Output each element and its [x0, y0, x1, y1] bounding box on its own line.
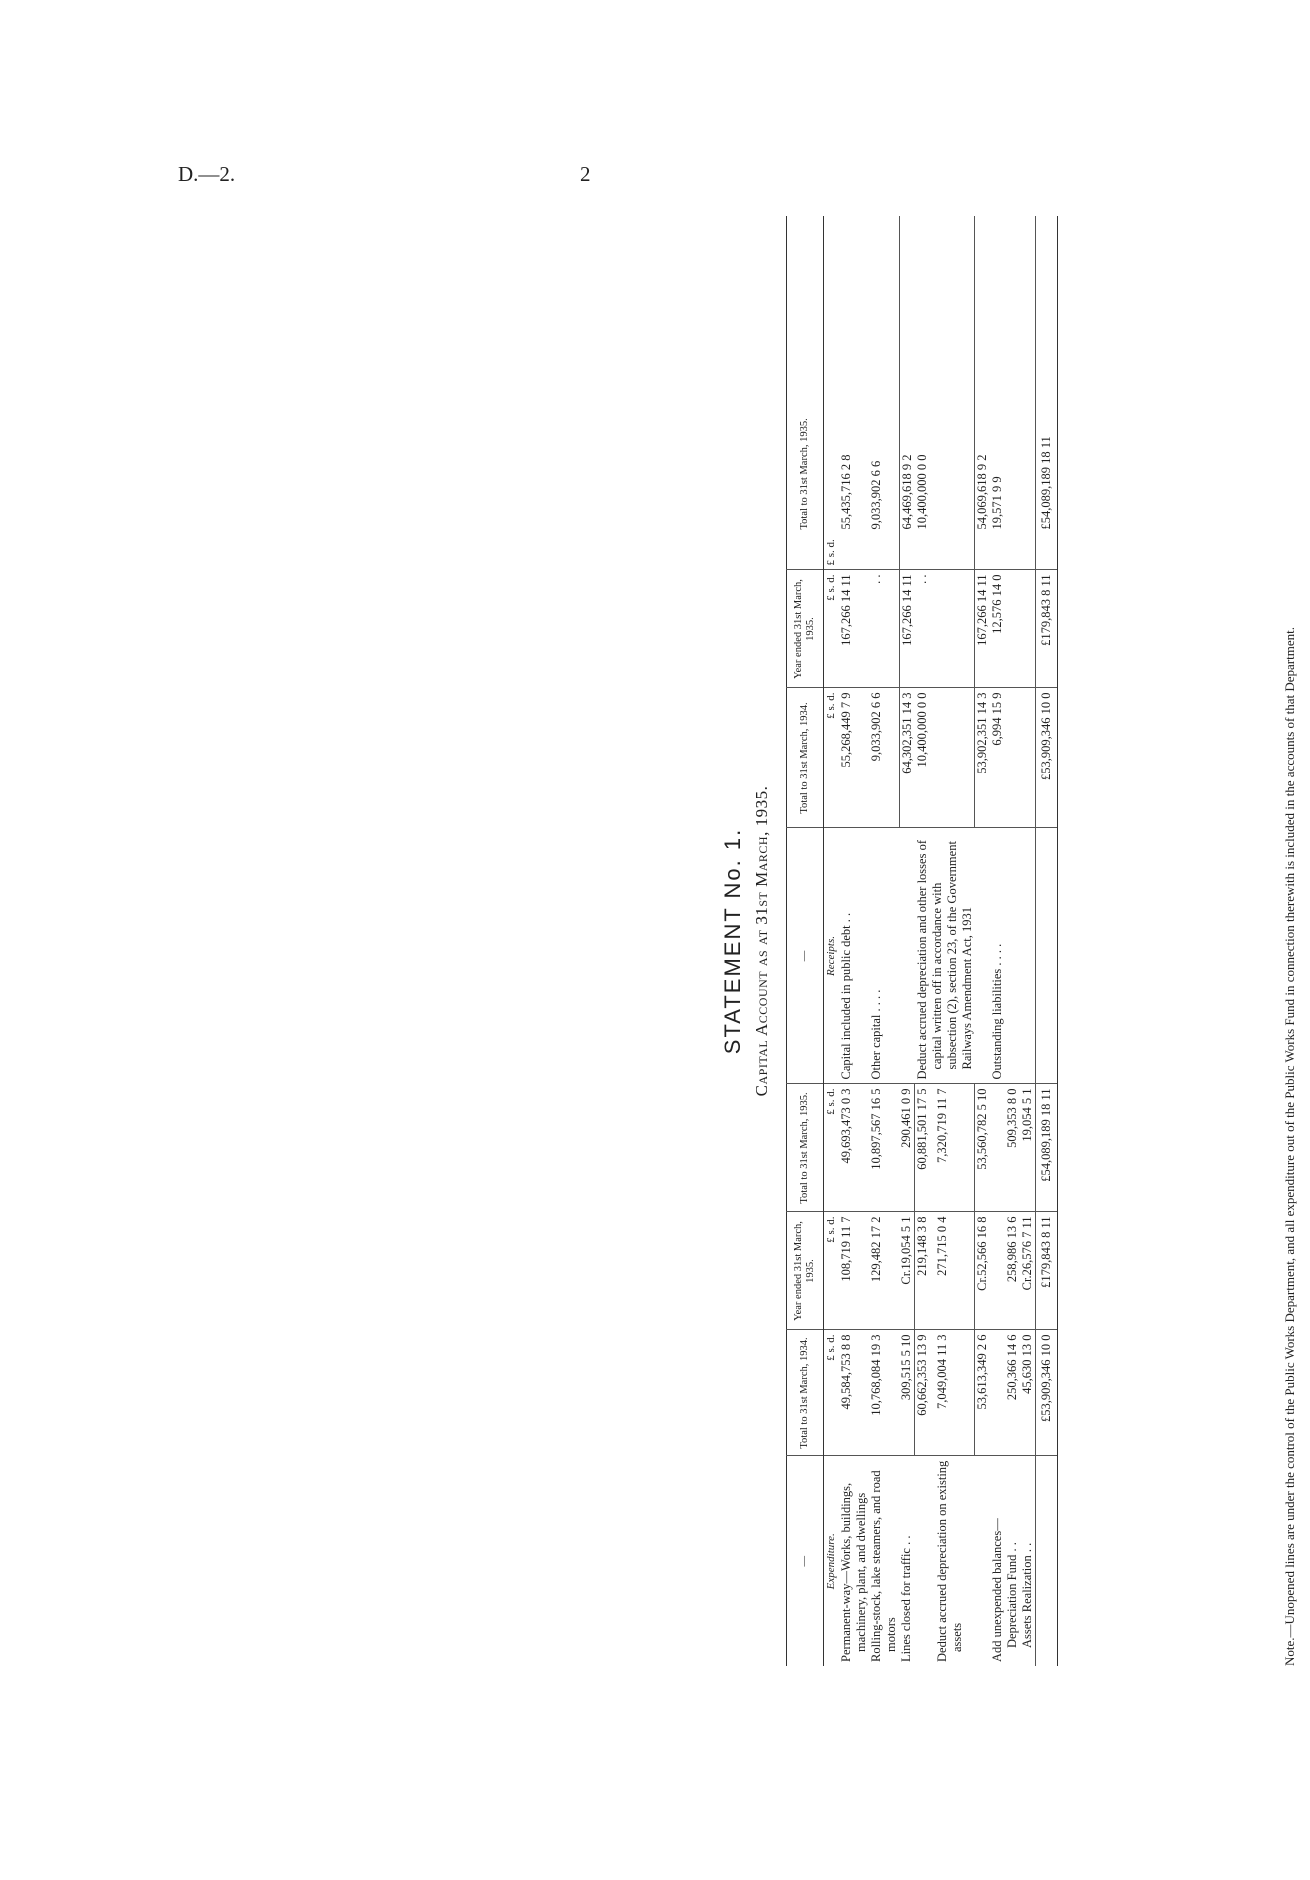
cell-value: 271,715 0 4 — [935, 1212, 975, 1330]
cell-value: 7,049,004 11 3 — [935, 1330, 975, 1456]
cell-value: 6,994 15 9 — [990, 688, 1005, 828]
col-total-1935-right: Total to 31st March, 1935. — [787, 216, 824, 570]
cell-value: 19,571 9 9 — [990, 476, 1004, 530]
capital-account-table — [786, 216, 1058, 1666]
cell-value: 108,719 11 7 — [839, 1212, 869, 1330]
cell-value: 45,630 13 0 — [1020, 1330, 1036, 1456]
unit-label: £ s. d. — [824, 1330, 840, 1456]
total-value: £53,909,346 10 0 — [1036, 688, 1058, 828]
table-header-row — [787, 216, 824, 1666]
row-label — [899, 828, 915, 1084]
empty-cell — [935, 216, 975, 570]
cell-value: 60,881,501 17 5 — [915, 1084, 935, 1212]
empty-cell — [935, 570, 975, 688]
col-year-1935-right: Year ended 31st March, 1935. — [787, 570, 824, 688]
cell-value: 53,613,349 2 6 — [975, 1330, 991, 1456]
page-header-code: D.—2. — [178, 162, 236, 186]
col-year-1935: Year ended 31st March, 1935. — [787, 1212, 824, 1330]
cell-value: 19,054 5 1 — [1020, 1084, 1036, 1212]
empty-cell — [1036, 1456, 1058, 1666]
cell-value: 509,353 8 0 — [1005, 1084, 1020, 1212]
empty-cell — [1005, 688, 1020, 828]
cell-value — [990, 1212, 1005, 1330]
unit-label: £ s. d. — [824, 1212, 840, 1330]
cell-value: 167,266 14 11 — [975, 570, 991, 688]
row-label: Rolling-stock, lake steamers, and road motors — [869, 1456, 899, 1666]
cell-value: 64,302,351 14 3 — [899, 688, 915, 828]
cell-value: 309,515 5 10 — [899, 1330, 915, 1456]
table-row — [975, 216, 991, 1666]
cell-value: 53,560,782 5 10 — [975, 1084, 991, 1212]
empty-cell — [1005, 570, 1020, 688]
table-row — [869, 216, 899, 1666]
expenditure-heading: Expenditure. — [824, 1456, 840, 1666]
cell-value: 49,584,753 8 8 — [839, 1330, 869, 1456]
cell-value: 49,693,473 0 3 — [839, 1084, 869, 1212]
cell-value: 129,482 17 2 — [869, 1212, 899, 1330]
empty-cell — [1005, 216, 1020, 570]
empty-cell — [1005, 828, 1020, 1084]
row-label: Deduct accrued depreciation and other losses of capital written off in accordance with subsection (2), section 23, of the Government Railways Amendment Act, 1931 — [915, 828, 975, 1084]
total-value: £53,909,346 10 0 — [1036, 1330, 1058, 1456]
row-label: Deduct accrued depreciation on existing assets — [935, 1456, 975, 1666]
empty-cell — [1020, 688, 1036, 828]
row-label — [975, 1456, 991, 1666]
cell-value — [990, 1084, 1005, 1212]
row-label: Capital included in public debt . . — [839, 828, 869, 1084]
table-row — [839, 216, 869, 1666]
cell-value: 60,662,353 13 9 — [915, 1330, 935, 1456]
row-label — [975, 828, 991, 1084]
statement-subtitle: Capital Account as at 31st March, 1935. — [752, 785, 771, 1097]
unit-label: £ s. d. — [824, 570, 840, 688]
cell-value: 9,033,902 6 6 — [869, 688, 899, 828]
row-label: Other capital . . . . — [869, 828, 899, 1084]
cell-value: 219,148 3 8 — [915, 1212, 935, 1330]
row-label: Permanent-way—Works, buildings, machinery, plant, and dwellings — [839, 1456, 869, 1666]
row-label: Assets Realization . . — [1020, 1456, 1036, 1666]
cell-value: 7,320,719 11 7 — [935, 1084, 975, 1212]
cell-value: Cr.52,566 16 8 — [975, 1212, 991, 1330]
col-desc-right: — — [787, 828, 824, 1084]
cell-value: 290,461 0 9 — [899, 1084, 915, 1212]
row-label: Lines closed for traffic . . — [899, 1456, 915, 1666]
total-value: £179,843 8 11 — [1036, 570, 1058, 688]
cell-value: 55,435,716 2 8 — [839, 454, 853, 530]
cell-value: 10,768,084 19 3 — [869, 1330, 899, 1456]
footnote: Note.—Unopened lines are under the control of the Public Works Department, and all expenditure out of the Public Works Fund in connection therewith is included in the accounts of that Department. — [1282, 627, 1297, 1666]
cell-value: 54,069,618 9 2 — [975, 216, 991, 570]
empty-cell — [1020, 216, 1036, 570]
col-total-1935: Total to 31st March, 1935. — [787, 1084, 824, 1212]
cell-value: 12,576 14 0 — [990, 570, 1005, 688]
total-value: £54,089,189 18 11 — [1036, 216, 1058, 570]
cell-value — [990, 1330, 1005, 1456]
cell-value: 167,266 14 11 — [839, 570, 869, 688]
total-value: £54,089,189 18 11 — [1036, 1084, 1058, 1212]
cell-value: 258,986 13 6 — [1005, 1212, 1020, 1330]
table-row — [915, 216, 935, 1666]
table-row — [899, 216, 915, 1666]
cell-value: 167,266 14 11 — [899, 570, 915, 688]
row-label: Depreciation Fund . . — [1005, 1456, 1020, 1666]
row-label — [915, 1456, 935, 1666]
col-desc-left: — — [787, 1456, 824, 1666]
totals-row — [1036, 216, 1058, 1666]
table-row — [824, 216, 840, 1666]
table-row — [1005, 216, 1020, 1666]
unit-label: £ s. d. — [825, 539, 837, 566]
cell-value: 53,902,351 14 3 — [975, 688, 991, 828]
unit-label: £ s. d. — [824, 688, 840, 828]
cell-value: 9,033,902 6 6 — [869, 460, 883, 530]
empty-cell — [1036, 828, 1058, 1084]
cell-value: 10,400,000 0 0 — [914, 454, 929, 530]
table-row — [990, 216, 1005, 1666]
table-row — [1020, 216, 1036, 1666]
cell-value: . . — [915, 570, 935, 688]
cell-value: 64,469,618 9 2 — [899, 216, 915, 570]
page-number: 2 — [580, 162, 591, 186]
empty-cell — [935, 688, 975, 828]
unit-label: £ s. d. — [824, 1084, 840, 1212]
col-total-1934: Total to 31st March, 1934. — [787, 1330, 824, 1456]
col-total-1934-right: Total to 31st March, 1934. — [787, 688, 824, 828]
total-value: £179,843 8 11 — [1036, 1212, 1058, 1330]
cell-value: 10,897,567 16 5 — [869, 1084, 899, 1212]
empty-cell — [1020, 570, 1036, 688]
row-label: Outstanding liabilities . . . . — [990, 828, 1005, 1084]
cell-value: 250,366 14 6 — [1005, 1330, 1020, 1456]
statement-title: STATEMENT No. 1. — [720, 827, 745, 1055]
cell-value: 55,268,449 7 9 — [839, 688, 869, 828]
cell-value: Cr.19,054 5 1 — [899, 1212, 915, 1330]
rotated-statement-sheet — [720, 216, 1310, 1666]
receipts-heading: Receipts. — [824, 828, 840, 1084]
cell-value: 10,400,000 0 0 — [915, 688, 935, 828]
cell-value: . . — [869, 570, 899, 688]
row-label: Add unexpended balances— — [990, 1456, 1005, 1666]
empty-cell — [1020, 828, 1036, 1084]
cell-value: Cr.26,576 7 11 — [1020, 1212, 1036, 1330]
